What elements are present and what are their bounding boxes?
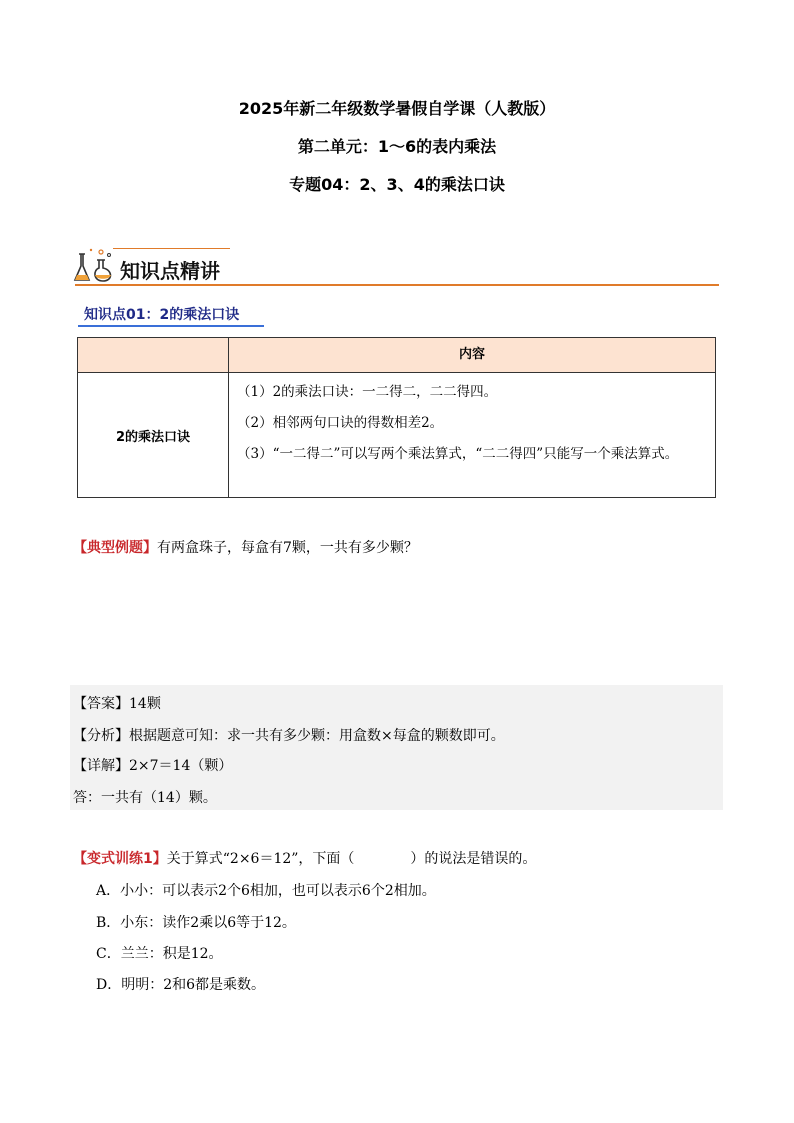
detail-line [73, 755, 232, 775]
example-label: 【典型例题】 [73, 540, 157, 556]
table-row-content [229, 373, 715, 497]
option-b: B．小东：读作2乘以6等于12。 [96, 915, 296, 931]
detail-text: 2×7＝14（颗） [129, 758, 233, 774]
unit-title: 第二单元：1～6的表内乘法 [297, 137, 497, 156]
table-line: （3）“一二得二”可以写两个乘法算式，“二二得四”只能写一个乘法算式。 [237, 446, 679, 462]
answer-line [73, 693, 161, 713]
variant-text: 关于算式“2×6＝12”，下面（ ）的说法是错误的。 [166, 851, 537, 867]
example-question [73, 537, 418, 557]
table-header-content: 内容 [229, 338, 715, 373]
conclusion-line: 答：一共有（14）颗。 [73, 790, 217, 806]
answer-text: 14颗 [129, 696, 161, 712]
option-d: D．明明：2和6都是乘数。 [96, 977, 266, 993]
detail-label: 【详解】 [73, 758, 129, 774]
doc-title: 2025年新二年级数学暑假自学课（人教版） [238, 99, 556, 118]
section-top-rule [113, 248, 230, 249]
table-line: （1）2的乘法口诀：一二得二，二二得四。 [237, 384, 498, 400]
option-a: A．小小：可以表示2个6相加，也可以表示6个2相加。 [96, 883, 436, 899]
answer-label: 【答案】 [73, 696, 129, 712]
variant-label: 【变式训练1】 [73, 851, 167, 867]
variant-question [73, 848, 536, 868]
section-bottom-rule [75, 284, 719, 286]
option-c: C．兰兰：积是12。 [96, 946, 223, 962]
section-title: 知识点精讲 [120, 259, 220, 283]
analysis-line [73, 725, 505, 745]
table-line: （2）相邻两句口诀的得数相差2。 [237, 415, 444, 431]
knowledge-point-title: 知识点01：2的乘法口诀 [84, 307, 240, 323]
analysis-label: 【分析】 [73, 728, 129, 744]
analysis-text: 根据题意可知：求一共有多少颗：用盒数×每盒的颗数即可。 [129, 728, 505, 744]
table-row-label: 2的乘法口诀 [78, 373, 229, 497]
example-text: 有两盒珠子，每盒有7颗，一共有多少颗？ [157, 540, 418, 556]
knowledge-point-underline [78, 325, 264, 327]
topic-title: 专题04：2、3、4的乘法口诀 [289, 175, 505, 194]
flask-icon [73, 246, 117, 284]
table-header-blank [78, 338, 229, 373]
knowledge-table [77, 337, 716, 498]
answer-box [70, 685, 723, 810]
